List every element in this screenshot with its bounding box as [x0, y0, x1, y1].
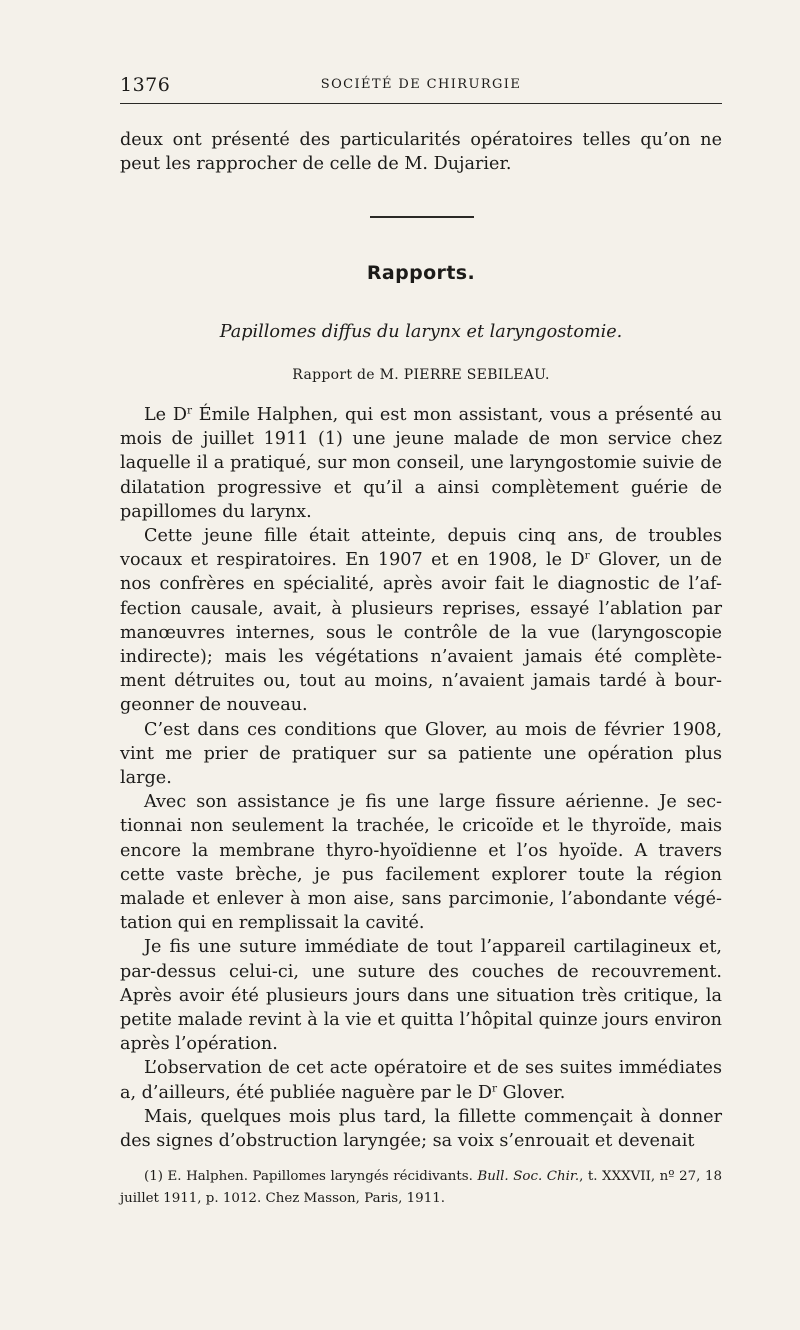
paragraph-6-end: Glover.: [497, 1082, 566, 1103]
intro-paragraph: deux ont présenté des particularités opératoires telles qu’on ne peut les rapprocher de celle de M. Dujarier.: [120, 130, 722, 175]
intro-text: [120, 128, 722, 176]
footnote-text-end: , t. XXXVII, nº 27, 18 juillet 1911, p. 1012. Chez Masson, Paris, 1911.: [120, 1169, 722, 1206]
page-header: [120, 74, 722, 98]
paragraph-2-sup: r: [584, 549, 590, 562]
paragraph-2: [120, 524, 722, 718]
paragraph-1-sup: r: [186, 404, 193, 417]
paragraph-7: Mais, quelques mois plus tard, la fillette commençait à donner des signes d’obstruction laryngée; sa voix s’enrouait et devenait: [120, 1106, 722, 1152]
paragraph-4: Avec son assistance je fis une large fissure aérienne. Je sec-tionnai non seulement la trachée, le cricoïde et le thyroïde, mais encore la membrane thyro-hyoïdienne et l’os hyoïde. A travers cette vaste brèche, je pus facilement explorer toute la région malade et enlever à mon aise, sans parcimonie, l’abondante végé-tation qui en remplissait la cavité.: [120, 792, 722, 934]
paragraph-2-start: Cette jeune fille était atteinte, depuis cinq ans, de troubles vocaux et respiratoires. En 1907 et en 1908, le D: [120, 526, 722, 571]
paragraph-1: [120, 403, 722, 524]
footnote-1: [120, 1166, 722, 1210]
paragraph-6: [120, 1056, 722, 1104]
paragraph-6-start: L’observation de cet acte opératoire et de ses suites immédiates a, d’ailleurs, été publiée naguère par le D: [120, 1058, 722, 1103]
report-subtitle: Papillomes diffus du larynx et laryngostomie.: [219, 322, 623, 342]
section-separator: [370, 216, 474, 218]
paragraph-2-end: Glover, un de nos confrères en spécialité, après avoir fait le diagnostic de l’af-fection causale, avait, à plusieurs reprises, essayé l’ablation par manœuvres internes, sous le contrôle de la vue (laryngoscopie indirecte); mais les végétations n’avaient jamais été complète-ment détruites ou, tout au moins, n’avaient jamais tardé à bour-geonner de nouveau.: [120, 550, 722, 716]
paragraph-6-sup: r: [492, 1082, 498, 1095]
footnote-text-start: (1) E. Halphen. Papillomes laryngés récidivants.: [144, 1169, 478, 1184]
footnote: [120, 1166, 722, 1210]
paragraph-3: C’est dans ces conditions que Glover, au mois de février 1908, vint me prier de pratiquer sur sa patiente une opération plus large.: [120, 719, 722, 789]
section-title: Rapports.: [366, 262, 476, 284]
page-number: 1376: [120, 74, 171, 96]
report-body: [120, 403, 722, 1153]
header-rule: [120, 103, 722, 104]
paragraph-1-start: Le D: [144, 405, 187, 425]
footnote-journal: Bull. Soc. Chir.: [477, 1169, 580, 1184]
paragraph-1-end: Émile Halphen, qui est mon assistant, vous a présenté au mois de juillet 1911 (1) une jeune malade de mon service chez laquelle il a pratiqué, sur mon conseil, une laryngostomie suivie de dilatation progressive et qu’il a ainsi complètement guérie de papillomes du larynx.: [120, 405, 723, 522]
paragraph-5: Je fis une suture immédiate de tout l’appareil cartilagineux et, par-dessus celui-ci, une suture des couches de recouvrement. Après avoir été plusieurs jours dans une situation très critique, la petite malade revint à la vie et quitta l’hôpital quinze jours environ après l’opération.: [120, 937, 722, 1055]
running-head: SOCIÉTÉ DE CHIRURGIE: [320, 77, 522, 92]
report-byline: Rapport de M. PIERRE SEBILEAU.: [292, 367, 550, 383]
